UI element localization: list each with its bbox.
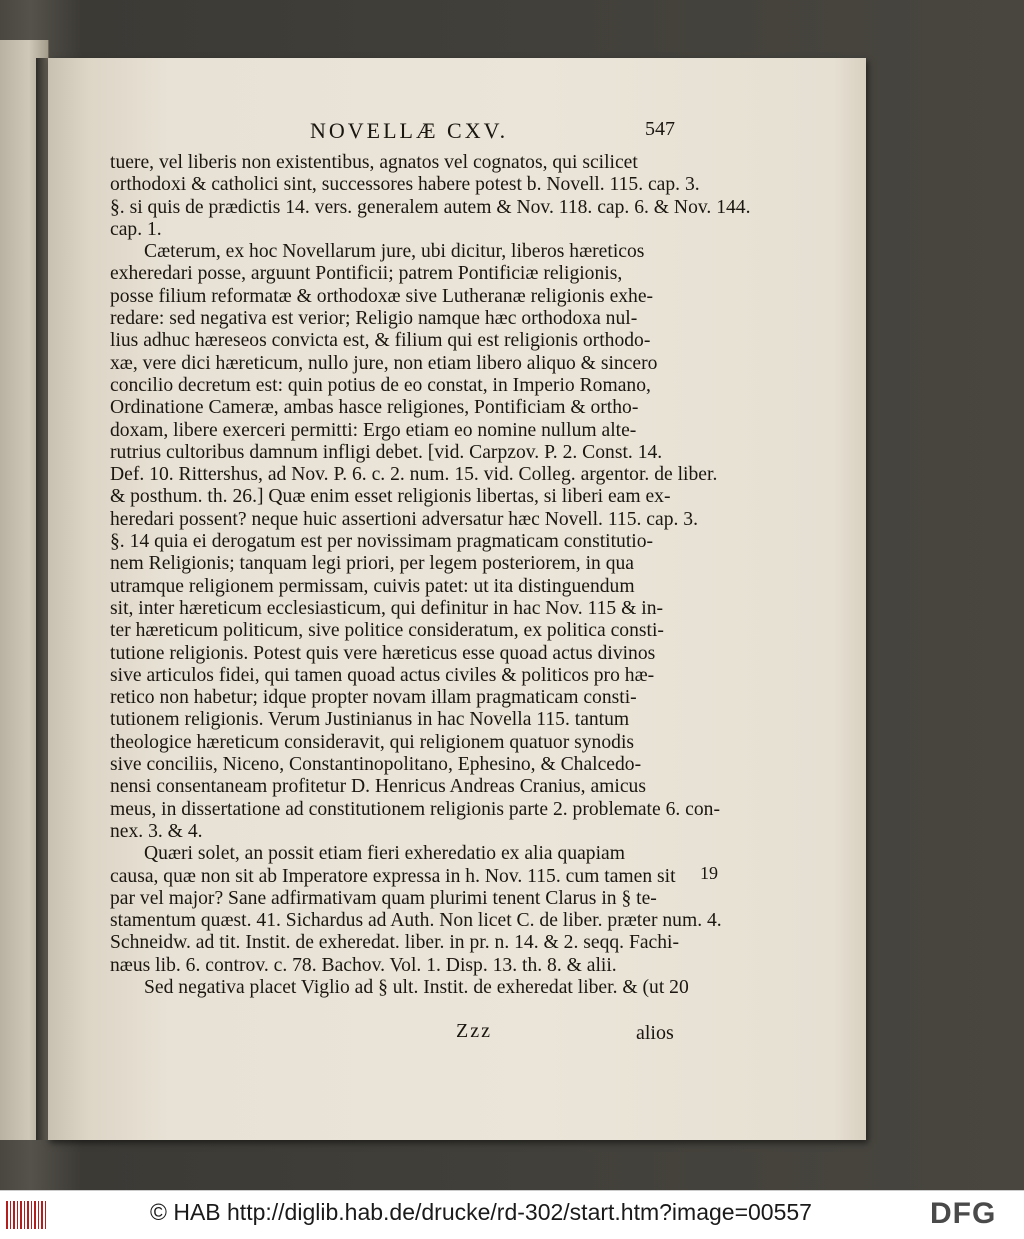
- page-header: [110, 118, 720, 152]
- text-line: §. si quis de prædictis 14. vers. generalem autem & Nov. 118. cap. 6. & Nov. 144.: [110, 196, 751, 218]
- text-line: orthodoxi & catholici sint, successores habere potest b. Novell. 115. cap. 3.: [110, 174, 700, 196]
- text-line: par vel major? Sane adfirmativam quam plurimi tenent Clarus in § te-: [110, 887, 657, 909]
- text-line: nem Religionis; tanquam legi priori, per legem posteriorem, in qua: [110, 553, 635, 575]
- running-head: NOVELLÆ CXV.: [310, 118, 509, 143]
- text-line: §. 14 quia ei derogatum est per novissimam pragmaticam constitutio-: [110, 531, 654, 553]
- text-line: Sed negativa placet Viglio ad § ult. Instit. de exheredat liber. & (ut 20: [144, 976, 689, 998]
- text-line: redare: sed negativa est verior; Religio namque hæc orthodoxa nul-: [110, 308, 638, 330]
- text-line: concilio decretum est: quin potius de eo constat, in Imperio Romano,: [110, 374, 651, 396]
- text-line: sive articulos fidei, qui tamen quoad actus civiles & politicos pro hæ-: [110, 664, 655, 686]
- text-line: causa, quæ non sit ab Imperatore expressa in h. Nov. 115. cum tamen sit: [110, 865, 676, 887]
- text-line: cap. 1.: [110, 218, 162, 240]
- text-line: xæ, vere dici hæreticum, nullo jure, non etiam libero aliquo & sincero: [110, 352, 658, 374]
- text-line: rutrius cultoribus damnum infligi debet. [vid. Carpzov. P. 2. Const. 14.: [110, 441, 663, 463]
- hab-barcode-icon: [6, 1201, 48, 1229]
- text-line: næus lib. 6. controv. c. 78. Bachov. Vol. 1. Disp. 13. th. 8. & alii.: [110, 954, 617, 976]
- text-line: stamentum quæst. 41. Sichardus ad Auth. Non licet C. de liber. præter num. 4.: [110, 910, 722, 932]
- text-line: & posthum. th. 26.] Quæ enim esset religionis libertas, si liberi eam ex-: [110, 486, 671, 508]
- text-line: theologice hæreticum consideravit, qui religionem quatuor synodis: [110, 731, 635, 753]
- text-line: sive conciliis, Niceno, Constantinopolitano, Ephesino, & Chalcedo-: [110, 754, 642, 776]
- margin-number: 19: [700, 863, 718, 883]
- text-line: Def. 10. Rittershus, ad Nov. P. 6. c. 2. num. 15. vid. Colleg. argentor. de liber.: [110, 464, 718, 486]
- text-line: tutione religionis. Potest quis vere hæreticus esse quoad actus divinos: [110, 642, 656, 664]
- text-line: retico non habetur; idque propter novam illam pragmaticam consti-: [110, 687, 637, 709]
- text-line: nex. 3. & 4.: [110, 820, 203, 842]
- catchword: alios: [636, 1022, 674, 1044]
- text-line: Cæterum, ex hoc Novellarum jure, ubi dicitur, liberos hæreticos: [144, 241, 645, 263]
- text-line: doxam, libere exerceri permitti: Ergo etiam eo nomine nullum alte-: [110, 419, 637, 441]
- text-line: Quæri solet, an possit etiam fieri exheredatio ex alia quapiam: [144, 843, 625, 865]
- page-text: [110, 118, 751, 999]
- dfg-logo: DFG: [930, 1197, 997, 1230]
- text-line: tuere, vel liberis non existentibus, agnatos vel cognatos, qui scilicet: [110, 152, 638, 173]
- text-line: Ordinatione Cameræ, ambas hasce religiones, Pontificiam & ortho-: [110, 397, 639, 419]
- text-line: meus, in dissertatione ad constitutionem religionis parte 2. problemate 6. con-: [110, 798, 720, 820]
- text-body: [110, 152, 751, 999]
- text-line: tutionem religionis. Verum Justinianus in hac Novella 115. tantum: [110, 709, 630, 731]
- text-line: ter hæreticum politicum, sive politice consideratum, ex politica consti-: [110, 620, 664, 642]
- viewer-footer: [0, 1190, 1024, 1239]
- copyright-link[interactable]: © HAB http://diglib.hab.de/drucke/rd-302/start.htm?image=00557: [150, 1199, 812, 1225]
- text-line: sit, inter hæreticum ecclesiasticum, qui definitur in hac Nov. 115 & in-: [110, 597, 664, 619]
- text-line: nensi consentaneam profitetur D. Henricus Andreas Cranius, amicus: [110, 776, 646, 798]
- text-line: posse filium reformatæ & orthodoxæ sive Lutheranæ religionis exhe-: [110, 285, 654, 307]
- signature-mark: Zzz: [456, 1020, 492, 1042]
- text-line: heredari possent? neque huic assertioni adversatur hæc Novell. 115. cap. 3.: [110, 508, 698, 530]
- text-line: Schneidw. ad tit. Instit. de exheredat. liber. in pr. n. 14. & 2. seqq. Fachi-: [110, 932, 680, 954]
- text-line: utramque religionem permissam, cuivis patet: ut ita distinguendum: [110, 575, 635, 597]
- page-number: 547: [645, 118, 675, 140]
- text-line: exheredari posse, arguunt Pontificii; patrem Pontificiæ religionis,: [110, 263, 623, 285]
- text-line: lius adhuc hæreseos convicta est, & filium qui est religionis orthodo-: [110, 330, 651, 352]
